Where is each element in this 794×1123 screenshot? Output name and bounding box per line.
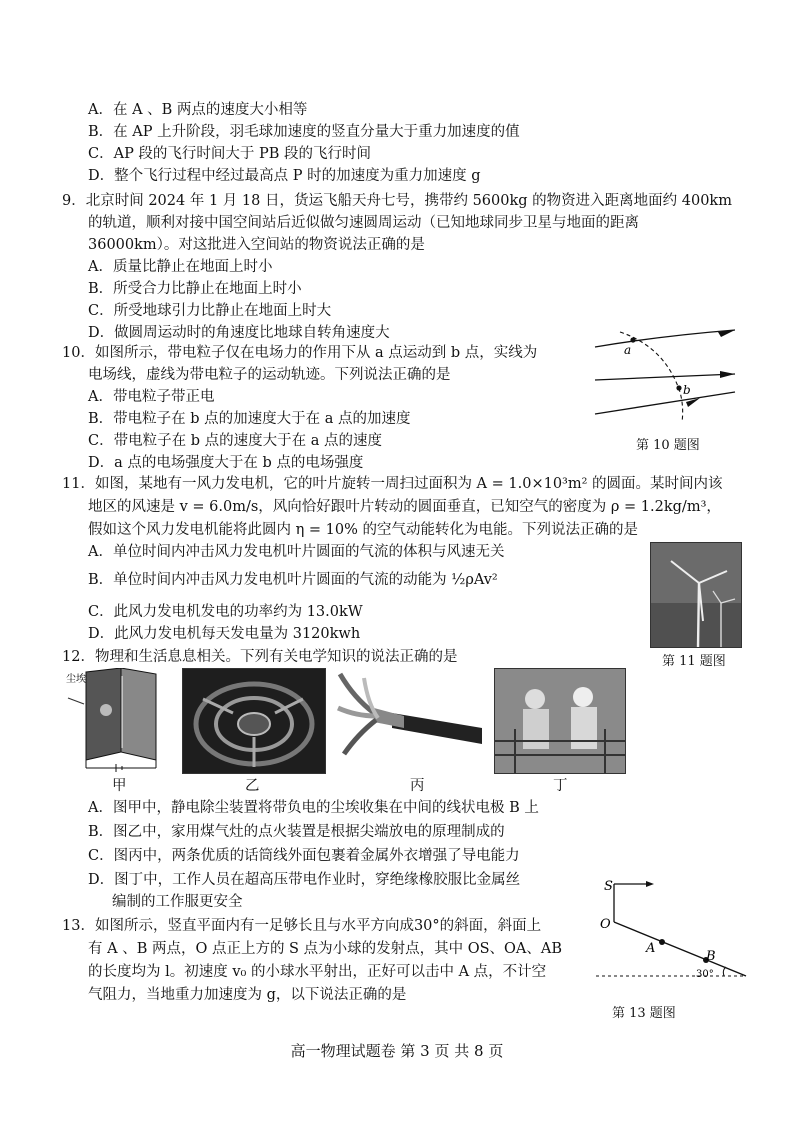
q13-stem-line4: 气阻力，当地重力加速度为 g，以下说法正确的是 xyxy=(88,987,407,1003)
label-bing: 丙 xyxy=(410,778,425,794)
q10-option-a: A．带电粒子带正电 xyxy=(88,389,215,405)
label-o: O xyxy=(600,917,611,932)
q12-option-d-line1: D．图丁中，工作人员在超高压带电作业时，穿绝缘橡胶服比金属丝 xyxy=(88,872,521,888)
point-b xyxy=(676,385,681,390)
label-a: A xyxy=(646,941,656,956)
q8-option-d: D．整个飞行过程中经过最高点 P 时的加速度为重力加速度 g xyxy=(88,168,481,184)
point-a xyxy=(659,939,665,945)
q12-option-d-line2: 编制的工作服更安全 xyxy=(112,894,243,910)
q10-caption: 第 10 题图 xyxy=(636,438,700,453)
label-yi: 乙 xyxy=(245,778,260,794)
q11-stem-line2: 地区的风速是 v = 6.0m/s，风向恰好跟叶片转动的圆面垂直，已知空气的密度为 ρ = 1.2kg/m³， xyxy=(88,499,721,515)
label-a: a xyxy=(624,343,632,357)
q12-option-b: B．图乙中，家用煤气灶的点火装置是根据尖端放电的原理制成的 xyxy=(88,824,505,840)
q11-stem-line3: 假如这个风力发电机能将此圆内 η = 10% 的空气动能转化为电能。下列说法正确的是 xyxy=(88,522,638,538)
q13-stem-line1: 13．如图所示，竖直平面内有一足够长且与水平方向成30°的斜面，斜面上 xyxy=(62,918,542,934)
field-line-lower xyxy=(595,392,735,414)
q11-option-b: B．单位时间内冲击风力发电机叶片圆面的气流的动能为 ½ρAv² xyxy=(88,572,498,588)
q8-option-c: C．AP 段的飞行时间大于 PB 段的飞行时间 xyxy=(88,146,372,162)
q9-option-b: B．所受合力比静止在地面上时小 xyxy=(88,281,302,297)
label-jia: 甲 xyxy=(112,778,127,794)
q13-stem-line3: 的长度均为 l。初速度 v₀ 的小球水平射出，正好可以击中 A 点，不计空 xyxy=(88,964,547,980)
q8-option-a: A．在 A 、B 两点的速度大小相等 xyxy=(88,102,308,118)
q11-option-c: C．此风力发电机发电的功率约为 13.0kW xyxy=(88,604,363,620)
q10-option-c: C．带电粒子在 b 点的速度大于在 a 点的速度 xyxy=(88,433,382,449)
q10-stem-line2: 电场线，虚线为带电粒子的运动轨迹。下列说法正确的是 xyxy=(88,367,451,383)
dust-label: 尘埃 xyxy=(66,674,86,685)
q11-option-a: A．单位时间内冲击风力发电机叶片圆面的气流的体积与风速无关 xyxy=(88,544,505,560)
q9-stem-line1: 9．北京时间 2024 年 1 月 18 日，货运飞船天舟七号，携带约 5600kg 的物资进入距离地面约 400km xyxy=(62,193,732,209)
q11-stem-line1: 11．如图，某地有一风力发电机，它的叶片旋转一周扫过面积为 A = 1.0×10³m² 的圆面。某时间内该 xyxy=(62,476,723,492)
figure-ding-live-line-work xyxy=(494,668,626,774)
figure-jia-precipitator xyxy=(66,668,174,772)
q10-option-d: D．a 点的电场强度大于在 b 点的电场强度 xyxy=(88,455,364,471)
field-line-arrow-middle xyxy=(720,371,735,378)
label-ding: 丁 xyxy=(553,778,568,794)
page-footer: 高一物理试题卷 第 3 页 共 8 页 xyxy=(290,1042,504,1060)
q13-incline-diagram xyxy=(596,870,756,990)
q9-stem-line2: 的轨道，顺利对接中国空间站后近似做匀速圆周运动（已知地球同步卫星与地面的距离 xyxy=(88,215,639,231)
q12-stem-line1: 12．物理和生活息息相关。下列有关电学知识的说法正确的是 xyxy=(62,649,458,665)
label-b: B xyxy=(706,949,716,964)
q9-stem-line3: 36000km）。对这批进入空间站的物资说法正确的是 xyxy=(88,237,425,253)
q12-option-a: A．图甲中，静电除尘装置将带负电的尘埃收集在中间的线状电极 B 上 xyxy=(88,800,539,816)
q10-option-b: B．带电粒子在 b 点的加速度大于在 a 点的加速度 xyxy=(88,411,411,427)
q10-stem-line1: 10．如图所示，带电粒子仅在电场力的作用下从 a 点运动到 b 点，实线为 xyxy=(62,345,538,361)
figure-yi-gas-stove xyxy=(182,668,326,774)
q8-option-b: B．在 AP 上升阶段，羽毛球加速度的竖直分量大于重力加速度的值 xyxy=(88,124,520,140)
q13-caption: 第 13 题图 xyxy=(612,1006,676,1021)
q11-caption: 第 11 题图 xyxy=(662,654,726,669)
q11-option-d: D．此风力发电机每天发电量为 3120kwh xyxy=(88,626,361,642)
q9-option-a: A．质量比静止在地面上时小 xyxy=(88,259,273,275)
field-line-upper xyxy=(595,330,735,347)
q13-stem-line2: 有 A 、B 两点，O 点正上方的 S 点为小球的发射点，其中 OS、OA、AB xyxy=(88,941,563,957)
label-s: S xyxy=(604,879,613,894)
q12-option-c: C．图丙中，两条优质的话筒线外面包裹着金属外衣增强了导电能力 xyxy=(88,848,520,864)
label-b: b xyxy=(683,383,691,397)
field-line-middle xyxy=(595,374,735,380)
wind-turbine-photo xyxy=(650,542,742,648)
q9-option-d: D．做圆周运动时的角速度比地球自转角速度大 xyxy=(88,325,390,341)
q10-field-diagram xyxy=(590,322,740,432)
figure-bing-shielded-cable xyxy=(334,668,484,772)
angle-label: 30° xyxy=(696,969,714,980)
q9-option-c: C．所受地球引力比静止在地面上时大 xyxy=(88,303,332,319)
point-a xyxy=(630,337,635,342)
